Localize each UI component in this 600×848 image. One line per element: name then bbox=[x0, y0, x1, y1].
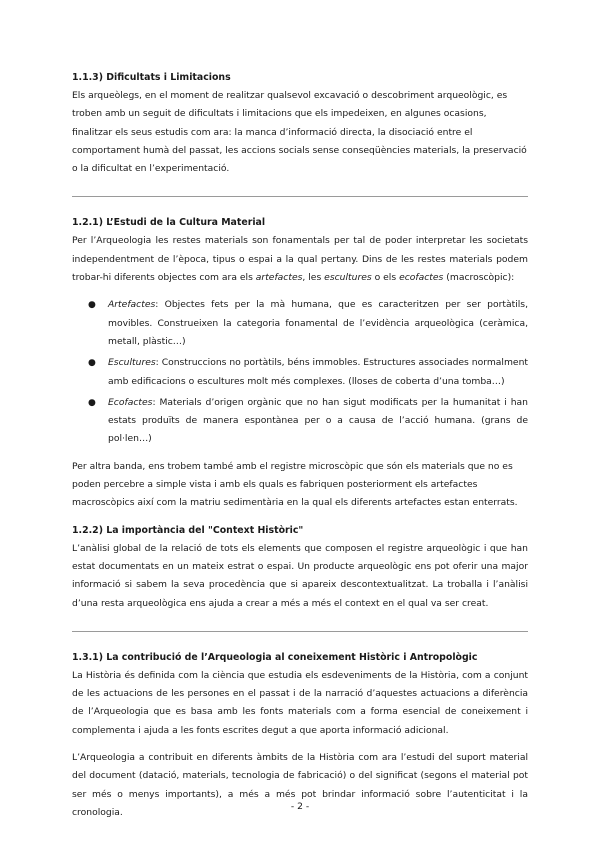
bullet-list bbox=[72, 296, 528, 448]
section-divider bbox=[72, 196, 528, 197]
section-dificultats bbox=[72, 69, 528, 178]
spacer bbox=[72, 740, 528, 749]
text: Per l’Arqueologia les restes materials son fonamentals per tal de poder interpretar les societats independentment de l’època, tipus o espai a la qual pertany. Dins de les restes materials podem trobar-hi diferents objectes com ara els bbox=[72, 235, 528, 284]
page-number: - 2 - bbox=[290, 801, 310, 812]
paragraph: L’Arqueologia a contribuit en diferents àmbits de la Història com ara l’estudi del suport material del document (datació, materials, tecnologia de fabricació) o del significat (segons el material pot ser més o menys importants), a més a més pot brindar informació sobre l’autenticitat i la cronologia. bbox=[72, 752, 528, 818]
emphasis: ecofactes bbox=[399, 272, 444, 284]
section-cultura-material bbox=[72, 214, 528, 512]
section-heading: 1.3.1) La contribució de l’Arqueologia al coneixement Històric i Antropològic bbox=[72, 651, 478, 663]
list-term: Artefactes bbox=[108, 299, 156, 311]
text: , les bbox=[302, 272, 325, 284]
emphasis: artefactes bbox=[255, 272, 303, 284]
bullet-icon: ● bbox=[88, 300, 96, 311]
list-text: : Construccions no portàtils, béns immobles. Estructures associades normalment amb edificacions o escultures molt més complexes. (lloses de coberta d’una tomba…) bbox=[108, 357, 528, 387]
paragraph bbox=[72, 232, 528, 287]
section-heading: 1.2.1) L’Estudi de la Cultura Material bbox=[72, 217, 266, 229]
list-item bbox=[88, 394, 528, 449]
paragraph: L’anàlisi global de la relació de tots els elements que composen el registre arqueològic i que han estat documentats en un mateix estrat o espai. Un producte arqueològic ens pot oferir una major informació si sabem la seva procedència que si apareix descontextualitzat. La troballa i l’anàlisi d’una resta arqueològica ens ajuda a crear a més a més el context en el qual va ser creat. bbox=[72, 542, 528, 609]
section-divider bbox=[72, 631, 528, 632]
page-content bbox=[72, 69, 528, 822]
text: (macroscòpic): bbox=[443, 272, 515, 284]
list-term: Ecofactes bbox=[108, 396, 153, 408]
list-text: : Objectes fets per la mà humana, que es caracteritzen per ser portàtils, movibles. Construeixen la categoria fonamental de l’evidència arqueològica (ceràmica, metall, plàstic…) bbox=[108, 299, 528, 347]
list-item bbox=[88, 354, 528, 391]
paragraph: Per altra banda, ens trobem també amb el registre microscòpic que són els materials que no es poden percebre a simple vista i amb els quals es fabriquen posteriorment els artefactes macroscòpics així com la matriu sedimentària en la qual els diferents artefactes estan enterrats. bbox=[72, 460, 518, 509]
spacer bbox=[72, 513, 528, 522]
section-contribucio bbox=[72, 649, 528, 822]
emphasis: escultures bbox=[324, 272, 372, 284]
list-term: Escultures bbox=[108, 357, 156, 369]
list-text: : Materials d’origen orgànic que no han sigut modificats per la humanitat i han estats produïts de manera espontànea per o a causa de l’acció humana. (grans de pol·len…) bbox=[108, 396, 528, 445]
section-heading: 1.1.3) Dificultats i Limitacions bbox=[72, 72, 231, 83]
section-context-historic bbox=[72, 522, 528, 613]
text: o els bbox=[371, 272, 400, 284]
bullet-icon: ● bbox=[88, 358, 96, 369]
paragraph: Els arqueòlegs, en el moment de realitzar qualsevol excavació o descobriment arqueològic, es troben amb un seguit de dificultats i limitacions que els impedeixen, en algunes ocasions, finalitzar els seus estudis com ara: la manca d’informació directa, la disociació entre el comportament humà del passat, les accions socials sense conseqüències materials, la preservació o la dificultat en l’experimentació. bbox=[72, 90, 527, 175]
section-heading: 1.2.2) La importància del "Context Històric" bbox=[72, 524, 304, 536]
paragraph: La Història és definida com la ciència que estudia els esdeveniments de la Història, com a conjunt de les actuacions de les persones en el passat i de la narració d’aquestes actuacions a diferència de l’Arqueologia que es basa amb les fonts materials com a forma esencial de coneixement i complementa i ajuda a les fonts escrites degut a que aporta informació adicional. bbox=[72, 669, 528, 736]
list-item bbox=[88, 296, 528, 351]
bullet-icon: ● bbox=[88, 397, 96, 408]
